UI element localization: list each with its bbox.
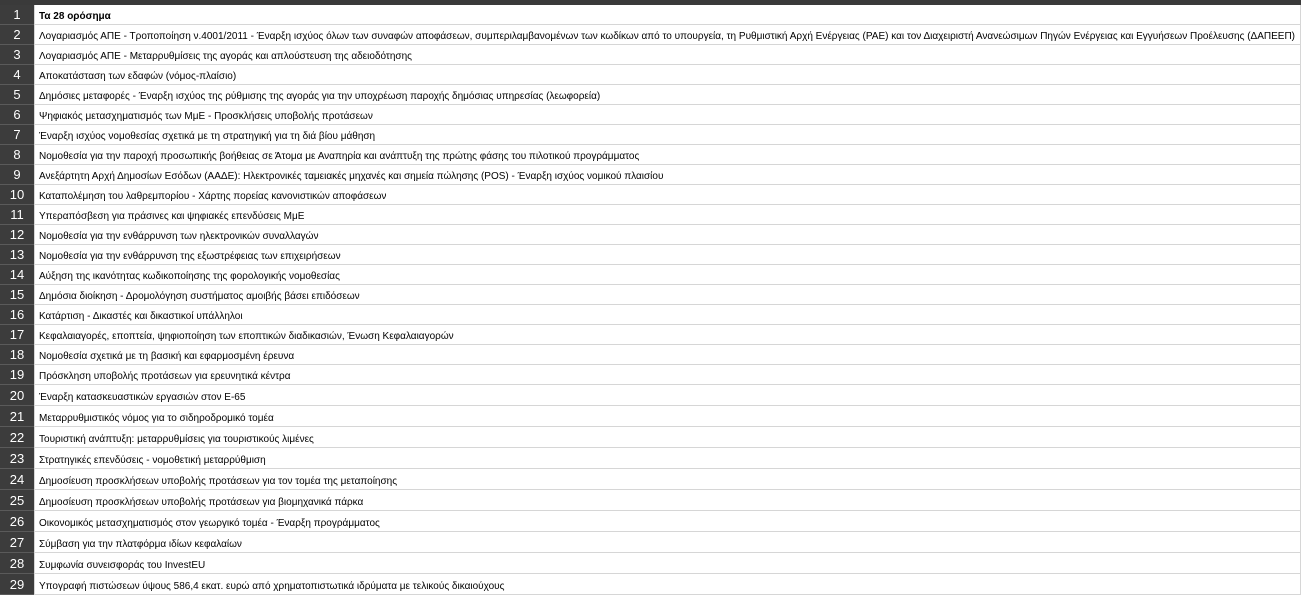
table-row [0, 511, 1301, 532]
row-header[interactable]: 21 [0, 406, 34, 427]
cell[interactable]: Στρατηγικές επενδύσεις - νομοθετική μεταρρύθμιση [34, 448, 1301, 469]
rows-container [0, 5, 1301, 595]
row-header[interactable]: 11 [0, 205, 34, 225]
table-row [0, 245, 1301, 265]
table-row [0, 427, 1301, 448]
row-header[interactable]: 18 [0, 345, 34, 365]
row-header[interactable]: 17 [0, 325, 34, 345]
cell[interactable]: Νομοθεσία για την παροχή προσωπικής βοήθειας σε Άτομα με Αναπηρία και ανάπτυξη της πρώτης φάσης του πιλοτικού προγράμματος [34, 145, 1301, 165]
cell[interactable]: Νομοθεσία σχετικά με τη βασική και εφαρμοσμένη έρευνα [34, 345, 1301, 365]
table-row [0, 125, 1301, 145]
cell[interactable]: Τα 28 ορόσημα [34, 5, 1301, 25]
cell[interactable]: Λογαριασμός ΑΠΕ - Τροποποίηση ν.4001/2011 - Έναρξη ισχύος όλων των συναφών αποφάσεων, συμπεριλαμβανομένων των κωδίκων από το υπουργεία, τη Ρυθμιστική Αρχή Ενέργειας (ΡΑΕ) και τον Διαχειριστή Ανανεώσιμων Πηγών Ενέργειας και Εγγυήσεων Προέλευσης (ΔΑΠΕΕΠ) [34, 25, 1301, 45]
row-header[interactable]: 2 [0, 25, 34, 45]
cell[interactable]: Πρόσκληση υποβολής προτάσεων για ερευνητικά κέντρα [34, 365, 1301, 385]
table-row [0, 285, 1301, 305]
table-row [0, 469, 1301, 490]
cell[interactable]: Έναρξη ισχύος νομοθεσίας σχετικά με τη στρατηγική για τη διά βίου μάθηση [34, 125, 1301, 145]
cell[interactable]: Νομοθεσία για την ενθάρρυνση των ηλεκτρονικών συναλλαγών [34, 225, 1301, 245]
table-row [0, 165, 1301, 185]
cell[interactable]: Μεταρρυθμιστικός νόμος για το σιδηροδρομικό τομέα [34, 406, 1301, 427]
cell[interactable]: Δημόσιες μεταφορές - Έναρξη ισχύος της ρύθμισης της αγοράς για την υποχρέωση παροχής δημόσιας υπηρεσίας (λεωφορεία) [34, 85, 1301, 105]
row-header[interactable]: 3 [0, 45, 34, 65]
table-row [0, 574, 1301, 595]
row-header[interactable]: 14 [0, 265, 34, 285]
table-row [0, 65, 1301, 85]
row-header[interactable]: 5 [0, 85, 34, 105]
table-row [0, 305, 1301, 325]
cell[interactable]: Υπεραπόσβεση για πράσινες και ψηφιακές επενδύσεις ΜμΕ [34, 205, 1301, 225]
cell[interactable]: Ανεξάρτητη Αρχή Δημοσίων Εσόδων (ΑΑΔΕ): Ηλεκτρονικές ταμειακές μηχανές και σημεία πώλησης (POS) - Έναρξη ισχύος νομικού πλαισίου [34, 165, 1301, 185]
cell[interactable]: Αύξηση της ικανότητας κωδικοποίησης της φορολογικής νομοθεσίας [34, 265, 1301, 285]
cell[interactable]: Σύμβαση για την πλατφόρμα ιδίων κεφαλαίων [34, 532, 1301, 553]
row-header[interactable]: 9 [0, 165, 34, 185]
cell[interactable]: Έναρξη κατασκευαστικών εργασιών στον Ε-65 [34, 385, 1301, 406]
cell[interactable]: Δημοσίευση προσκλήσεων υποβολής προτάσεων για βιομηχανικά πάρκα [34, 490, 1301, 511]
table-row [0, 205, 1301, 225]
row-header[interactable]: 23 [0, 448, 34, 469]
cell[interactable]: Οικονομικός μετασχηματισμός στον γεωργικό τομέα - Έναρξη προγράμματος [34, 511, 1301, 532]
row-header[interactable]: 28 [0, 553, 34, 574]
table-row [0, 25, 1301, 45]
table-row [0, 490, 1301, 511]
row-header[interactable]: 7 [0, 125, 34, 145]
table-row [0, 345, 1301, 365]
row-header[interactable]: 29 [0, 574, 34, 595]
cell[interactable]: Καταπολέμηση του λαθρεμπορίου - Χάρτης πορείας κανονιστικών αποφάσεων [34, 185, 1301, 205]
row-header[interactable]: 26 [0, 511, 34, 532]
table-row [0, 553, 1301, 574]
cell[interactable]: Κεφαλαιαγορές, εποπτεία, ψηφιοποίηση των εποπτικών διαδικασιών, Ένωση Κεφαλαιαγορών [34, 325, 1301, 345]
row-header[interactable]: 12 [0, 225, 34, 245]
row-header[interactable]: 19 [0, 365, 34, 385]
cell[interactable]: Κατάρτιση - Δικαστές και δικαστικοί υπάλληλοι [34, 305, 1301, 325]
table-row [0, 5, 1301, 25]
cell[interactable]: Νομοθεσία για την ενθάρρυνση της εξωστρέφειας των επιχειρήσεων [34, 245, 1301, 265]
table-row [0, 265, 1301, 285]
row-header[interactable]: 4 [0, 65, 34, 85]
cell[interactable]: Υπογραφή πιστώσεων ύψους 586,4 εκατ. ευρώ από χρηματοπιστωτικά ιδρύματα με τελικούς δικαιούχους [34, 574, 1301, 595]
cell[interactable]: Αποκατάσταση των εδαφών (νόμος-πλαίσιο) [34, 65, 1301, 85]
row-header[interactable]: 6 [0, 105, 34, 125]
table-row [0, 105, 1301, 125]
row-header[interactable]: 25 [0, 490, 34, 511]
table-row [0, 385, 1301, 406]
row-header[interactable]: 8 [0, 145, 34, 165]
row-header[interactable]: 15 [0, 285, 34, 305]
table-row [0, 145, 1301, 165]
table-row [0, 532, 1301, 553]
table-row [0, 325, 1301, 345]
row-header[interactable]: 1 [0, 5, 34, 25]
row-header[interactable]: 20 [0, 385, 34, 406]
cell[interactable]: Ψηφιακός μετασχηματισμός των ΜμΕ - Προσκλήσεις υποβολής προτάσεων [34, 105, 1301, 125]
table-row [0, 365, 1301, 385]
row-header[interactable]: 24 [0, 469, 34, 490]
row-header[interactable]: 22 [0, 427, 34, 448]
cell[interactable]: Τουριστική ανάπτυξη: μεταρρυθμίσεις για τουριστικούς λιμένες [34, 427, 1301, 448]
table-row [0, 406, 1301, 427]
cell[interactable]: Λογαριασμός ΑΠΕ - Μεταρρυθμίσεις της αγοράς και απλούστευση της αδειοδότησης [34, 45, 1301, 65]
table-row [0, 185, 1301, 205]
row-header[interactable]: 13 [0, 245, 34, 265]
row-header[interactable]: 10 [0, 185, 34, 205]
row-header[interactable]: 16 [0, 305, 34, 325]
table-row [0, 85, 1301, 105]
cell[interactable]: Συμφωνία συνεισφοράς του InvestEU [34, 553, 1301, 574]
table-row [0, 225, 1301, 245]
table-row [0, 448, 1301, 469]
cell[interactable]: Δημοσίευση προσκλήσεων υποβολής προτάσεων για τον τομέα της μεταποίησης [34, 469, 1301, 490]
table-row [0, 45, 1301, 65]
cell[interactable]: Δημόσια διοίκηση - Δρομολόγηση συστήματος αμοιβής βάσει επιδόσεων [34, 285, 1301, 305]
row-header[interactable]: 27 [0, 532, 34, 553]
